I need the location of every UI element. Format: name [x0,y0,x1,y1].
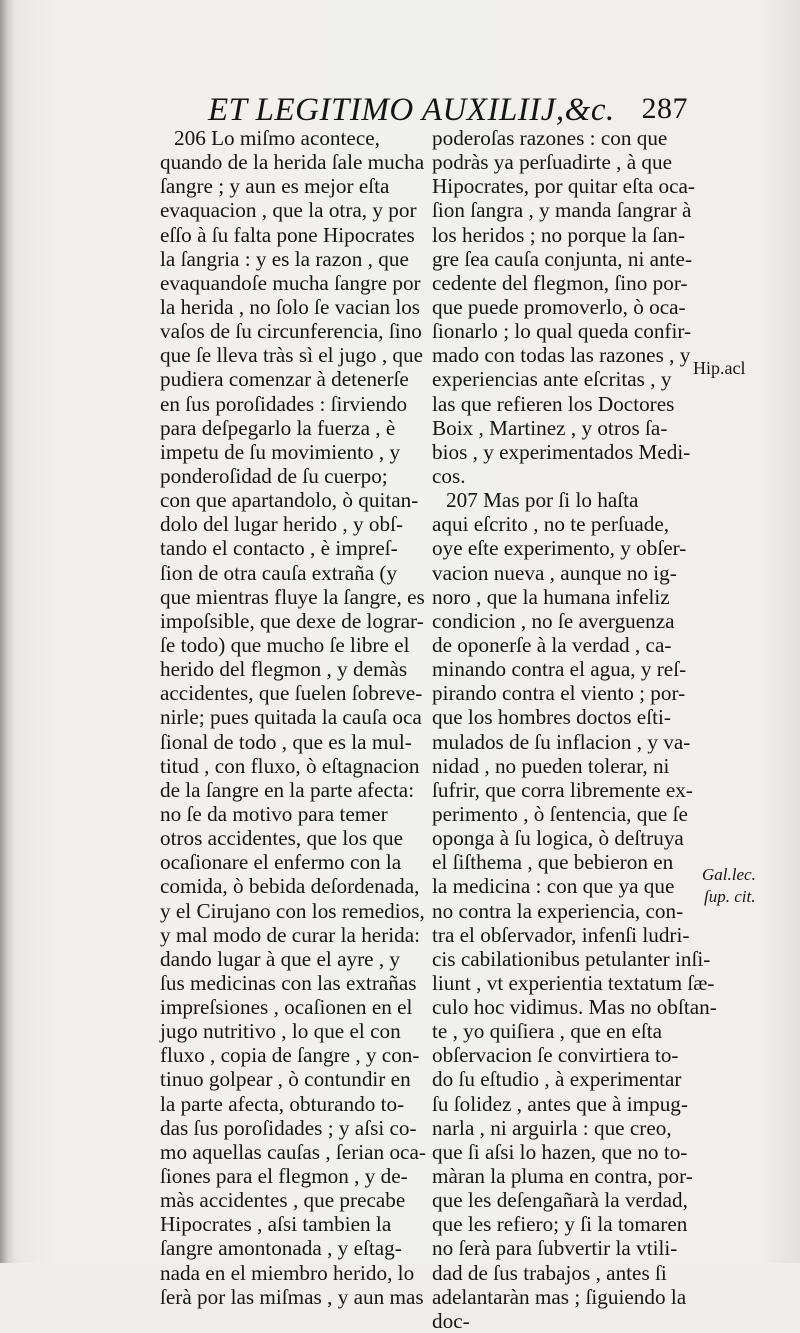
text-line: te , yo quiſiera , que en eſta [432,1019,663,1044]
text-line: de la ſangre en la parte afecta: [160,777,415,802]
text-line: culo hoc vidimus. Mas no obſtan- [432,995,717,1020]
text-line: la herida , no ſolo ſe vacian los [160,294,421,319]
text-line: cedente del flegmon, ſino por- [432,270,688,295]
text-line: la ſangria : y es la razon , que [160,246,409,271]
text-line: màran la pluma en contra, por- [432,1164,693,1189]
text-line: en ſus poroſidades : ſirviendo [160,391,408,416]
spine-shadow [0,0,14,1263]
text-line: ſion de otra cauſa extraña (y [160,560,398,585]
text-line: tinuo golpear , ò contundir en [160,1067,411,1092]
text-line: y mal modo de curar la herida: [160,922,421,947]
text-line: accidentes, que ſuelen ſobreve- [160,681,423,706]
text-line: màs accidentes , que precabe [160,1188,406,1213]
text-line: eſſo à ſu falta pone Hipocrates [160,222,415,247]
text-line: fluxo , copia de ſangre , y con- [160,1043,420,1068]
text-line: narla , ni arguirla : que creo, [432,1115,672,1140]
text-line: que les deſengañarà la verdad, [432,1188,688,1213]
text-line: que ſe lleva tràs sì el jugo , que [160,343,424,368]
text-line: jugo nutritivo , lo que el con [160,1019,401,1044]
text-line: dad de ſus trabajos , antes ſi [432,1260,667,1285]
text-line: de oponerſe à la verdad , ca- [432,632,672,657]
text-line: que los hombres doctos eſti- [432,705,671,730]
text-line: ſiones para el flegmon , y de- [160,1164,408,1189]
text-line: ſangre ; y aun es mejor eſta [160,174,390,199]
text-line: ſion ſangra , y manda ſangrar à [432,198,692,223]
text-line: que ſi aſsi lo hazen, que no to- [432,1139,688,1164]
text-line: cis cabilationibus petulanter inſi- [432,946,711,971]
text-line: comida, ò bebida deſordenada, [160,874,420,899]
text-line: noro , que la humana infeliz [432,584,670,609]
text-line: que mientras fluye la ſangre, es [160,584,425,609]
text-line: quando de la herida ſale mucha [160,150,425,175]
text-line: evaquandoſe mucha ſangre por [160,270,421,295]
text-line: ocaſionare el enfermo con la [160,850,402,875]
text-line: que les refiero; y ſi la tomaren [432,1212,688,1237]
text-line: nada en el miembro herido, lo [160,1260,415,1285]
text-line: nidad , no pueden tolerar, ni [432,753,670,778]
text-line: no contra la experiencia, con- [432,898,684,923]
text-line: ponderoſidad de ſu cuerpo; [160,463,388,488]
text-line: Boix , Martinez , y otros ſa- [432,415,668,440]
text-line: liunt , vt experientia textatum ſæ- [432,970,715,995]
text-line: condicion , no ſe averguenza [432,608,675,633]
text-line: adelantaràn mas ; ſiguiendo la [432,1284,687,1309]
text-line: aqui eſcrito , no te perſuade, [432,512,670,537]
margin-note-hippocrates: Hip.acl [693,358,746,378]
text-line: pudiera comenzar à detenerſe [160,367,409,392]
text-line: pirando contra el viento ; por- [432,681,686,706]
text-line: oye eſte experimento, y obſer- [432,536,687,561]
text-line: tra el obſervador, infenſi ludri- [432,922,690,947]
text-line: dolo del lugar herido , y obſ- [160,512,404,537]
text-line: impetu de ſu movimiento , y [160,439,401,464]
text-line: y el Cirujano con los remedios, [160,898,425,923]
text-line: la medicina : con que ya que [432,874,675,899]
page-number: 287 [641,92,688,125]
text-line: dando lugar à que el ayre , y [160,946,401,971]
text-line: das ſus poroſidades ; y aſsi co- [160,1115,417,1140]
text-line: impoſsible, que dexe de lograr- [160,608,424,633]
text-line: ſangre amontonada , y eſtag- [160,1236,402,1261]
text-line: vacion nueva , aunque no ig- [432,560,677,585]
margin-note-galen-2: ſup. cit. [704,887,756,906]
left-text-column [160,126,426,1309]
text-line: poderoſas razones : con que [432,126,668,150]
text-line: impreſsiones , ocaſionen en el [160,995,413,1020]
text-line: cos. [432,463,466,488]
text-line: bios , y experimentados Medi- [432,439,691,464]
text-line: ſe todo) que mucho ſe libre el [160,632,410,657]
text-line: no ſerà para ſubvertir la vtili- [432,1236,678,1261]
text-line: doc- [432,1308,470,1333]
text-line: Hipocrates , aſsi tambien la [160,1212,392,1237]
text-line: herido del flegmon , y demàs [160,657,408,682]
text-line: experiencias ante eſcritas , y [432,367,672,392]
text-line: ſerà por las miſmas , y aun mas [160,1284,424,1309]
running-head-title: ET LEGITIMO AUXILIIJ,&c. [208,92,615,128]
text-line: titud , con fluxo, ò eſtagnacion [160,753,420,778]
text-line: gre ſea cauſa conjunta, ni ante- [432,246,693,271]
right-text-column [432,126,717,1333]
text-line: ſufrir, que corra libremente ex- [432,777,693,802]
text-line: para deſpegarlo la fuerza , è [160,415,396,440]
text-line: Hipocrates, por quitar eſta oca- [432,174,695,199]
text-line: la parte afecta, obturando to- [160,1091,405,1116]
text-line: ſionarlo ; lo qual queda confir- [432,319,692,344]
text-line: otros accidentes, que los que [160,826,403,851]
text-line: que puede promoverlo, ò oca- [432,294,686,319]
text-line: nirle; pues quitada la cauſa oca [160,705,422,730]
margin-note-galen-1: Gal.lec. [702,865,756,884]
text-line: mulados de ſu inflacion , y va- [432,729,691,754]
text-line: evaquacion , que la otra, y por [160,198,417,223]
text-line: 207 Mas por ſi lo haſta [446,488,639,513]
text-line: con que apartandolo, ò quitan- [160,488,419,513]
text-line: las que refieren los Doctores [432,391,675,416]
text-line: perimento , ò ſentencia, que ſe [432,801,688,826]
text-line: podràs ya perſuadirte , à que [432,150,673,175]
text-line: no ſe da motivo para temer [160,801,388,826]
text-line: do ſu eſtudio , à experimentar [432,1067,682,1092]
text-line: los heridos ; no porque la ſan- [432,222,686,247]
text-line: mo aquellas cauſas , ſerian oca- [160,1139,426,1164]
text-line: mado con todas las razones , y [432,343,691,368]
text-line: el ſiſthema , que bebieron en [432,850,674,875]
text-line: vaſos de ſu circunferencia, ſino [160,319,422,344]
text-line: minando contra el agua, y reſ- [432,657,687,682]
text-line: tando el contacto , è impreſ- [160,536,398,561]
text-line: ſus medicinas con las extrañas [160,970,417,995]
text-line: ſional de todo , que es la mul- [160,729,412,754]
text-line: oponga à ſu logica, ò deſtruya [432,826,684,851]
text-line: ſu ſolidez , antes que à impug- [432,1091,688,1116]
text-line: 206 Lo miſmo acontece, [174,126,380,150]
text-line: obſervacion ſe convirtiera to- [432,1043,679,1068]
